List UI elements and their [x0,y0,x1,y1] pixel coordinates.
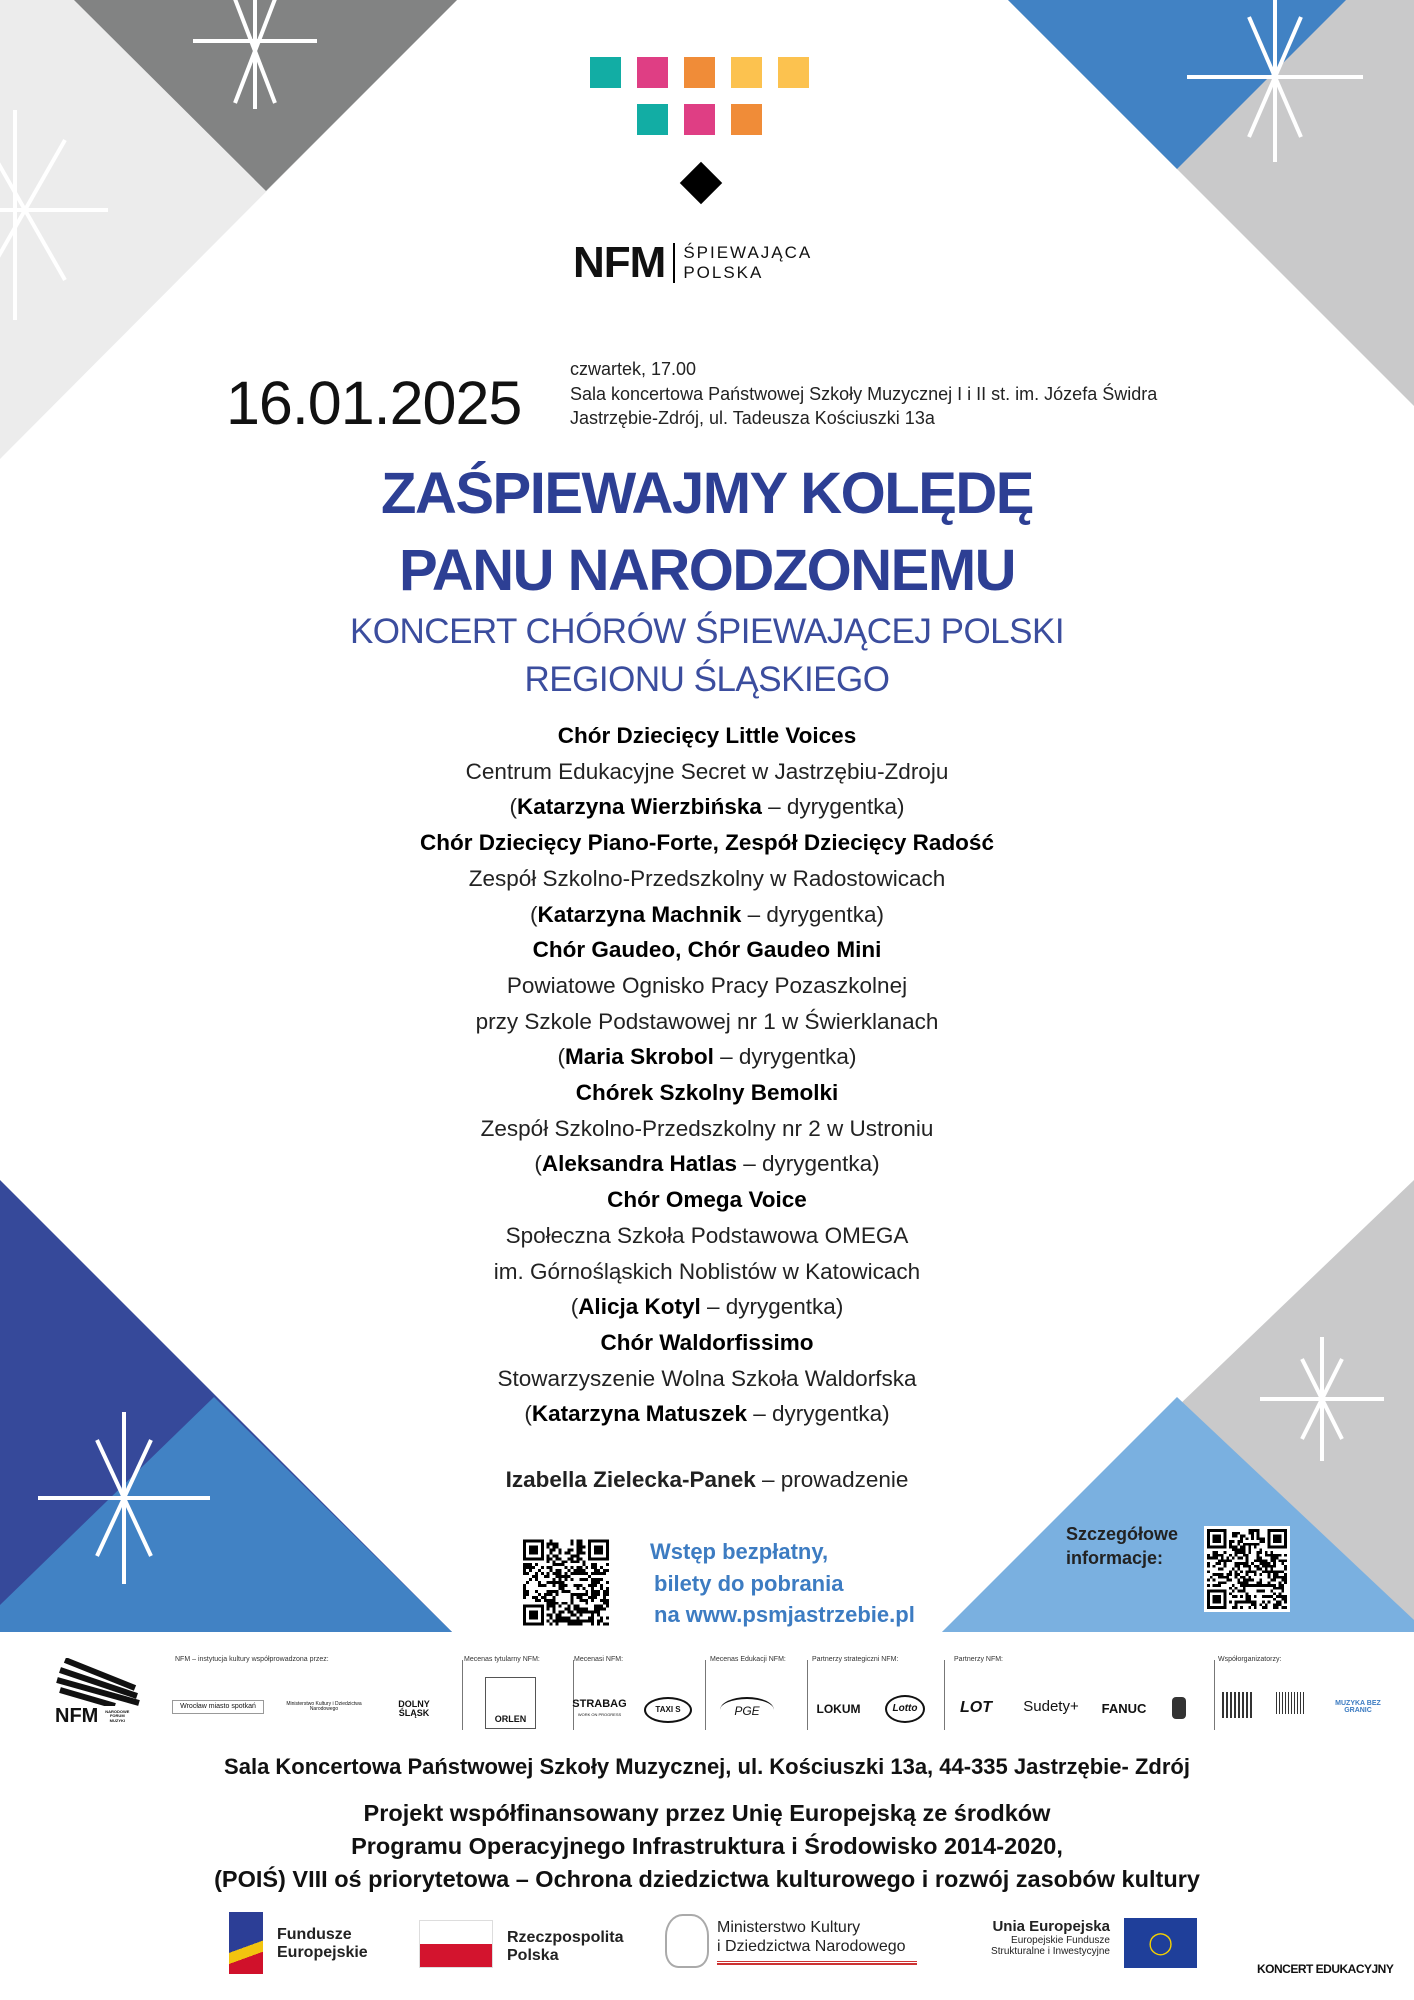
choir-institution: Społeczna Szkoła Podstawowa OMEGA [505,1222,909,1248]
event-venue: Sala koncertowa Państwowej Szkoły Muzycznej I i II st. im. Józefa Świdra [570,383,1158,404]
polish-flag-icon [419,1920,493,1968]
project-funding [0,1797,1414,1896]
choir-institution: przy Szkole Podstawowej nr 1 w Świerklanach [475,1008,939,1034]
fanuc-logo: FANUC [1101,1701,1147,1717]
qr-code-tickets[interactable] [523,1539,609,1626]
divider [673,243,675,283]
ministry-logo: Ministerstwo Kultury i Dziedzictwa Narodowego [286,1700,362,1712]
venue-address: Sala Koncertowa Państwowej Szkoły Muzycznej, ul. Kościuszki 13a, 44-335 Jastrzębie- Zdrój [224,1754,1190,1779]
choir-conductor: (Alicja Kotyl – dyrygentka) [570,1294,844,1320]
sponsor-label: NFM – instytucja kultury współprowadzona przez: [175,1656,329,1663]
choir-institution: Zespół Szkolno-Przedszkolny w Radostowicach [468,865,946,891]
project-line2: Programu Operacyjnego Infrastruktura i Środowisko 2014-2020, [351,1833,1063,1859]
sponsor-label: Partnerzy strategiczni NFM: [812,1656,899,1663]
nfm-main-logo [55,1655,145,1730]
choir-conductor: (Katarzyna Wierzbińska – dyrygentka) [509,794,905,820]
lokum-logo: LOKUM [816,1701,861,1716]
conductor-name: Katarzyna Machnik [537,901,742,927]
host-line: Izabella Zielecka-Panek – prowadzenie [505,1467,909,1492]
conductor-role: dyrygentka [725,1294,836,1320]
title-line2: PANU NARODZONEMU [398,538,1016,603]
conductor-name: Alicja Kotyl [578,1294,701,1320]
event-date: 16.01.2025 [226,369,522,437]
host-name: Izabella Zielecka-Panek [505,1467,756,1492]
choir-name: Chór Gaudeo, Chór Gaudeo Mini [532,937,882,963]
sponsor-label: Współorganizatorzy: [1218,1656,1282,1663]
conductor-role: dyrygentka [786,794,897,820]
sponsor-label: Partnerzy NFM: [954,1656,1004,1663]
strabag-logo: STRABAG [572,1698,627,1711]
footer-tag: KONCERT EDUKACYJNY [1257,1962,1394,1976]
fundusze-europejskie-text: Fundusze Europejskie [277,1926,368,1961]
nfm-text: NFM [55,1705,99,1727]
choir-institution: Powiatowe Ognisko Pracy Pozaszkolnej [506,972,908,998]
eagle-emblem-icon [665,1914,709,1968]
conductor-role: dyrygentka [766,901,877,927]
choir-institution: Zespół Szkolno-Przedszkolny nr 2 w Ustroniu [480,1115,934,1141]
conductor-role: dyrygentka [738,1044,849,1070]
tickets-info [650,1536,915,1631]
logo-line2: POLSKA [683,263,764,282]
logo-square [731,104,762,135]
nfm-waves-icon [55,1658,140,1706]
sponsor-label: Mecenas tytularny NFM: [464,1656,540,1663]
rzeczpospolita-text: Rzeczpospolita Polska [507,1929,624,1964]
info-line1: Szczegółowe [1066,1524,1179,1544]
choir-name: Chór Dziecięcy Little Voices [557,723,857,748]
wroclaw-logo: Wrocław miasto spotkań [172,1700,264,1714]
event-details [570,357,1157,431]
conductor-name: Aleksandra Hatlas [541,1151,737,1177]
taxi-logo: TAXI S [644,1697,692,1723]
conductor-name: Katarzyna Matuszek [531,1401,747,1427]
coorganizer-logo [1222,1692,1252,1718]
sponsor-label: Mecenasi NFM: [574,1656,624,1663]
logo-square [778,57,809,88]
choir-name: Chór Omega Voice [607,1187,807,1213]
ministry-underline [717,1961,917,1965]
sudety-logo: Sudety+ [1023,1698,1079,1716]
logo-square [637,104,668,135]
logo-line1: ŚPIEWAJĄCA [683,243,813,262]
sponsor-label: Mecenas Edukacji NFM: [710,1656,786,1663]
lot-logo: LOT [960,1698,992,1716]
dolny-slask-logo: DOLNY ŚLĄSK [398,1698,430,1718]
choir-conductor: (Aleksandra Hatlas – dyrygentka) [534,1151,880,1177]
event-address: Jastrzębie-Zdrój, ul. Tadeusza Kościuszki 13a [570,408,935,428]
logo-square [590,57,621,88]
tickets-line2: bilety do pobrania [654,1570,844,1596]
nfm-spiewajaca-polska-wordmark [573,238,812,288]
conductor-name: Katarzyna Wierzbińska [517,794,762,820]
nfm-subtext: NARODOWE FORUM MUZYKI [105,1709,130,1723]
coorganizer-logo [1276,1692,1306,1714]
logo-square [684,57,715,88]
choir-conductor: (Katarzyna Machnik – dyrygentka) [530,901,884,927]
choir-conductor: (Katarzyna Matuszek – dyrygentka) [524,1401,890,1427]
info-line2: informacje: [1066,1548,1164,1568]
ministry-text: Ministerstwo Kultury i Dziedzictwa Narodowego [717,1919,906,1955]
event-day-time: czwartek, 17.00 [570,359,697,379]
nfm-text: NFM [573,238,666,287]
muzyka-bez-granic-logo: MUZYKA BEZ GRANIC [1335,1699,1381,1714]
conductor-role: dyrygentka [772,1401,883,1427]
host-role: prowadzenie [780,1467,909,1492]
tickets-link[interactable]: na www.psmjastrzebie.pl [654,1602,915,1627]
conductor-role: dyrygentka [762,1151,873,1177]
eu-flag-icon: ◯ [1124,1918,1197,1968]
logo-square [731,57,762,88]
choir-institution: im. Górnośląskich Noblistów w Katowicach [493,1258,921,1284]
choir-name: Chór Dziecięcy Piano-Forte, Zespół Dziecięcy Radość [420,830,994,856]
details-info [1066,1522,1178,1570]
logo-square [684,104,715,135]
strabag-subtext: WORK ON PROGRESS [577,1711,622,1717]
choir-institution: Centrum Edukacyjne Secret w Jastrzębiu-Zdroju [465,758,949,784]
qr-code-details[interactable] [1204,1526,1290,1612]
conductor-name: Maria Skrobol [565,1044,714,1070]
fundusze-europejskie-icon [229,1912,263,1974]
bank-emblem-icon [1172,1697,1186,1719]
choir-name: Chór Waldorfissimo [600,1329,814,1355]
title-line1: ZAŚPIEWAJMY KOLĘDĘ [381,461,1033,526]
tickets-line1: Wstęp bezpłatny, [650,1539,829,1564]
choir-conductor: (Maria Skrobol – dyrygentka) [557,1044,857,1070]
choir-name: Chórek Szkolny Bemolki [575,1080,839,1106]
eu-text: Unia Europejska Europejskie Fundusze Strukturalne i Inwestycyjne [991,1918,1110,1957]
lotto-logo: Lotto [885,1695,925,1723]
orlen-logo: ORLEN [485,1677,536,1729]
choir-list [0,718,1414,1432]
pge-logo: PGE [720,1697,774,1723]
project-line1: Projekt współfinansowany przez Unię Europejską ze środków [363,1800,1051,1826]
project-line3: (POIŚ) VIII oś priorytetowa – Ochrona dziedzictwa kulturowego i rozwój zasobów kultury [214,1866,1200,1892]
logo-square [637,57,668,88]
choir-institution: Stowarzyszenie Wolna Szkoła Waldorfska [497,1365,917,1391]
subtitle-line1: KONCERT CHÓRÓW ŚPIEWAJĄCEJ POLSKI [349,612,1065,651]
subtitle-line2: REGIONU ŚLĄSKIEGO [524,660,890,699]
